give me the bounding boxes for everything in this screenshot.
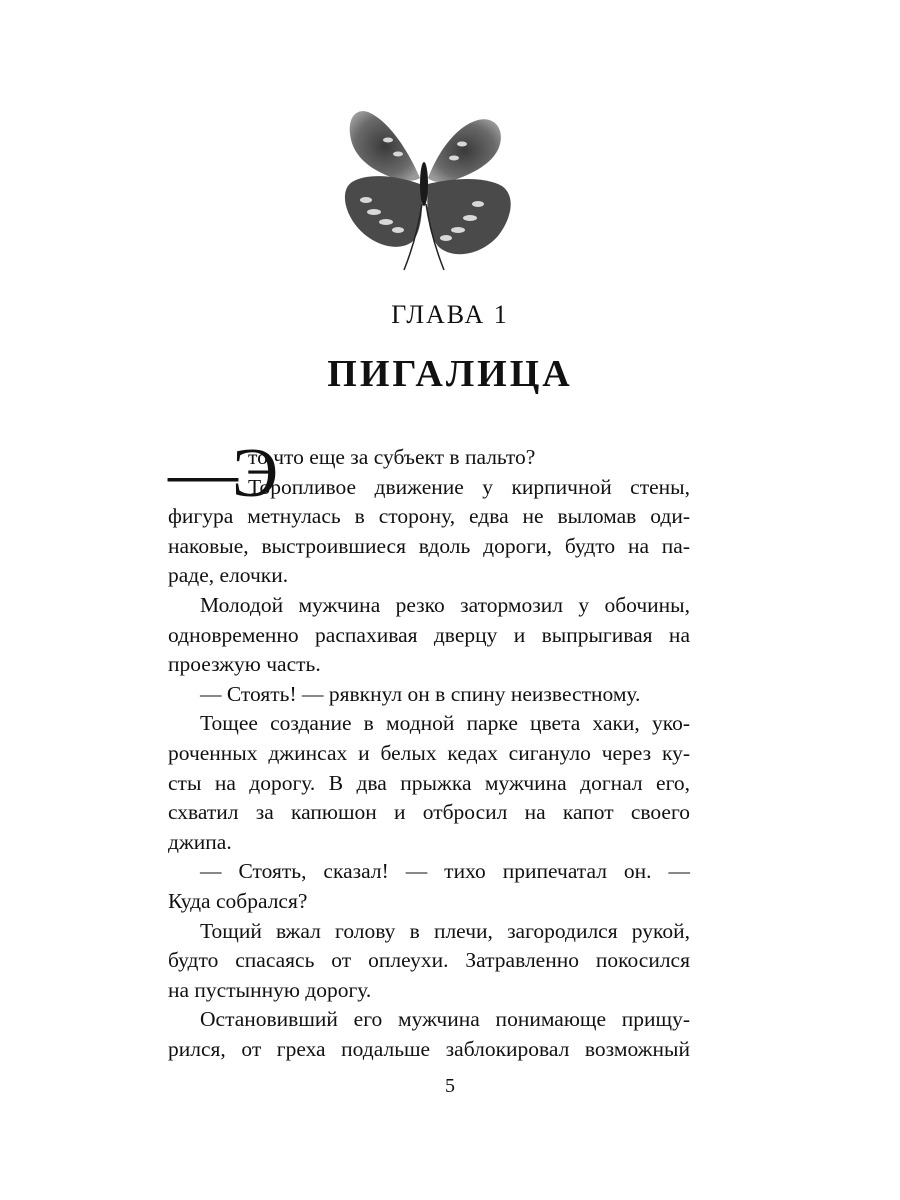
text-line: роченных джинсах и белых кедах сигануло через ку-: [168, 740, 690, 765]
text-line: то что еще за субъект в пальто?: [248, 445, 536, 469]
page-number: 5: [445, 1075, 455, 1097]
text-line: схватил за капюшон и отбросил на капот своего: [168, 800, 690, 825]
text-line: Остановивший его мужчина понимающе прищу-: [200, 1007, 690, 1032]
text-line: будто спасаясь от оплеухи. Затравленно покосился: [168, 948, 690, 973]
drop-cap-letter: Э: [232, 435, 279, 512]
text-line: Торопливое движение у кирпичной стены,: [248, 474, 690, 499]
text-line: — Стоять, сказал! — тихо припечатал он. —: [200, 859, 690, 884]
text-line: раде, елочки.: [168, 563, 289, 588]
text-line: на пустынную дорогу.: [168, 977, 372, 1002]
chapter-title: ПИГАЛИЦА: [327, 353, 573, 395]
text-line: фигура метнулась в сторону, едва не выломав оди-: [168, 504, 690, 529]
text-line: — Стоять! — рявкнул он в спину неизвестному.: [200, 681, 641, 706]
text-line: проезжую часть.: [168, 652, 321, 677]
text-line: сты на дорогу. В два прыжка мужчина догнал его,: [168, 770, 690, 795]
butterfly-icon: [328, 100, 520, 280]
chapter-label: ГЛАВА 1: [391, 300, 509, 329]
text-line: наковые, выстроившиеся вдоль дороги, будто на па-: [168, 533, 690, 558]
text-line: Куда собрался?: [168, 888, 308, 913]
text-line: одновременно распахивая дверцу и выпрыгивая на: [168, 622, 690, 647]
drop-cap-dash: —: [168, 435, 232, 512]
text-line: рился, от греха подальше заблокировал возможный: [168, 1036, 690, 1061]
chapter-text: [168, 435, 690, 1064]
text-line: Молодой мужчина резко затормозил у обочины,: [200, 592, 690, 617]
text-line: Тощее создание в модной парке цвета хаки, уко-: [200, 711, 690, 736]
drop-cap: [168, 435, 279, 512]
text-line: Тощий вжал голову в плечи, загородился рукой,: [200, 918, 690, 943]
text-line: джипа.: [168, 829, 232, 854]
